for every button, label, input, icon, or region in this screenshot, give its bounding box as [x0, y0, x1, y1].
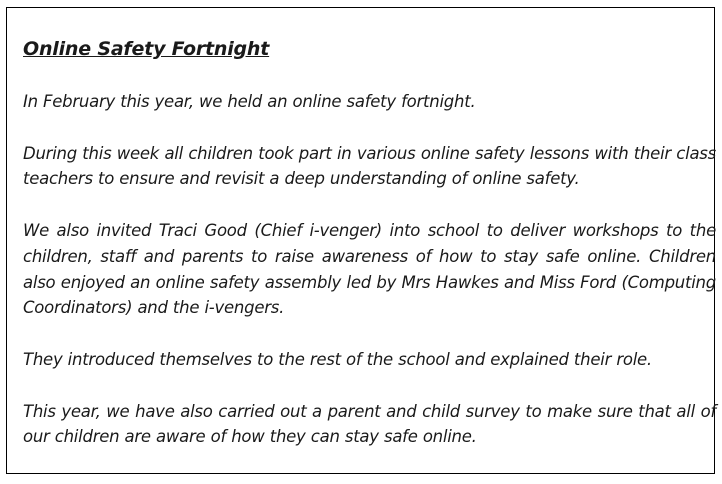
paragraph-1: In February this year, we held an online safety fortnight. [23, 92, 476, 111]
paragraph-2: During this week all children took part in various online safety lessons with their class teachers to ensure and revisit a deep understanding of online safety. [23, 143, 716, 189]
paragraph-3: We also invited Traci Good (Chief i-venger) into school to deliver workshops to the children, staff and parents to raise awareness of how to stay safe online. Children also enjoyed an online safety assembly led by Mrs Hawkes and Miss Ford (Computing Coordinators) and the i-vengers. [23, 221, 716, 318]
document-content [23, 37, 716, 450]
document-frame [6, 7, 715, 474]
paragraph-4: They introduced themselves to the rest of the school and explained their role. [23, 349, 652, 369]
paragraph-5: This year, we have also carried out a parent and child survey to make sure that all of our children are aware of how they can stay safe online. [23, 401, 716, 447]
page-title: Online Safety Fortnight [23, 38, 270, 60]
